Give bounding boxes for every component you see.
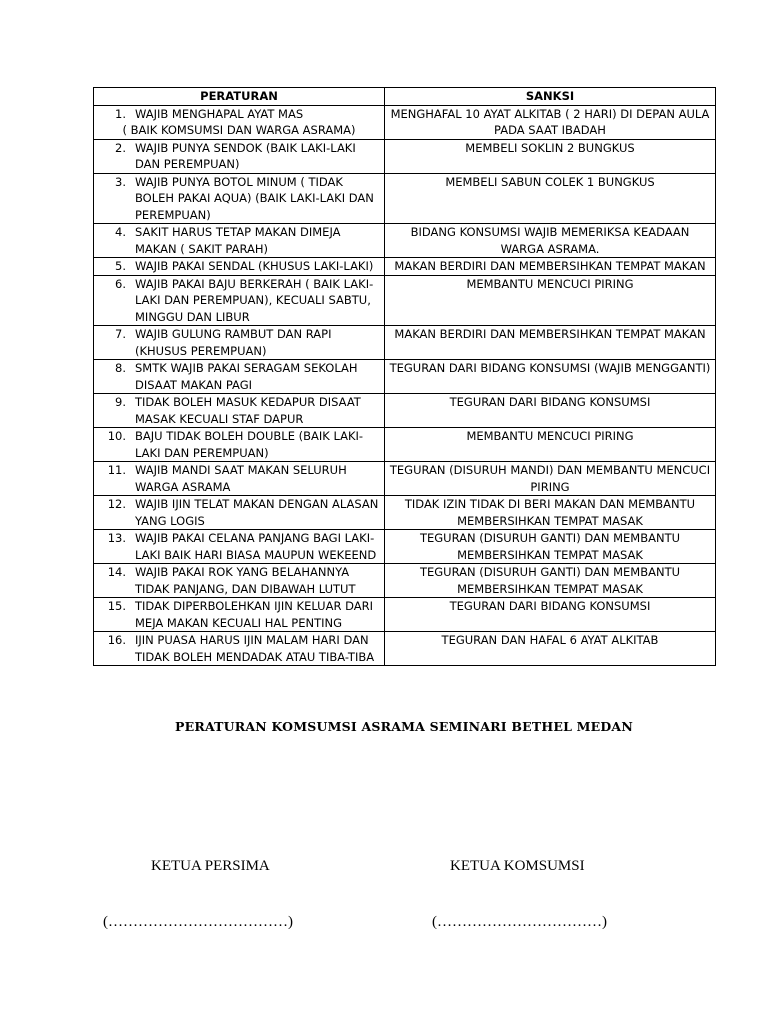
table-row [94,326,716,360]
header-sanksi: SANKSI [385,88,716,106]
table-row [94,598,716,632]
rule-text: WAJIB PUNYA SENDOK (BAIK LAKI-LAKI DAN PEREMPUAN) [135,140,356,171]
rule-text: TIDAK BOLEH MASUK KEDAPUR DISAAT MASAK KECUALI STAF DAPUR [135,395,361,426]
table-row [94,139,716,173]
rule-cell [94,360,385,394]
rule-cell [94,598,385,632]
sanction-cell: BIDANG KONSUMSI WAJIB MEMERIKSA KEADAAN WARGA ASRAMA. [385,224,716,258]
rule-number: 16. [107,633,126,647]
rule-cell [94,139,385,173]
sanction-cell: TEGURAN DAN HAFAL 6 AYAT ALKITAB [385,632,716,666]
rule-cell [94,428,385,462]
rule-cell [94,394,385,428]
rule-cell [94,258,385,276]
rule-cell [94,275,385,326]
rule-text: SAKIT HARUS TETAP MAKAN DIMEJA MAKAN ( SAKIT PARAH) [135,225,341,256]
sanction-cell: TEGURAN (DISURUH GANTI) DAN MEMBANTU MEMBERSIHKAN TEMPAT MASAK [385,530,716,564]
sanction-cell: TEGURAN (DISURUH GANTI) DAN MEMBANTU MEMBERSIHKAN TEMPAT MASAK [385,564,716,598]
rule-text-continued: ( BAIK KOMSUMSI DAN WARGA ASRAMA) [122,123,356,137]
rule-text: WAJIB MENGHAPAL AYAT MAS [135,106,304,121]
sanction-cell: TIDAK IZIN TIDAK DI BERI MAKAN DAN MEMBANTU MEMBERSIHKAN TEMPAT MASAK [385,496,716,530]
table-row [94,173,716,224]
rule-number: 10. [107,429,126,443]
table-row [94,258,716,276]
rule-number: 4. [115,225,126,239]
sanction-cell: MEMBELI SOKLIN 2 BUNGKUS [385,139,716,173]
rule-cell [94,462,385,496]
table-row [94,360,716,394]
rule-number: 12. [107,497,126,511]
sanction-cell: MEMBELI SABUN COLEK 1 BUNGKUS [385,173,716,224]
signature-title-left: KETUA PERSIMA [151,858,270,874]
rule-cell [94,105,385,139]
table-header-row [94,88,716,106]
sanction-cell: TEGURAN DARI BIDANG KONSUMSI [385,394,716,428]
signature-title-right: KETUA KOMSUMSI [450,858,585,874]
rule-cell [94,224,385,258]
table-row [94,632,716,666]
header-peraturan: PERATURAN [94,88,385,106]
rule-text: WAJIB PUNYA BOTOL MINUM ( TIDAK BOLEH PAKAI AQUA) (BAIK LAKI-LAKI DAN PEREMPUAN) [135,174,374,222]
rule-cell [94,632,385,666]
table-row [94,496,716,530]
sanction-cell: MEMBANTU MENCUCI PIRING [385,275,716,326]
sanction-cell: TEGURAN DARI BIDANG KONSUMSI [385,598,716,632]
table-row [94,530,716,564]
table-row [94,428,716,462]
rule-text: BAJU TIDAK BOLEH DOUBLE (BAIK LAKI-LAKI DAN PEREMPUAN) [135,429,364,460]
rule-number: 5. [115,259,126,273]
rule-number: 8. [115,361,126,375]
table-row [94,462,716,496]
rule-number: 9. [115,395,126,409]
rule-number: 14. [107,565,126,579]
rule-number: 7. [115,327,126,341]
sanction-cell: MEMBANTU MENCUCI PIRING [385,428,716,462]
rules-table [93,87,716,666]
rule-number: 15. [107,599,126,613]
rule-text: TIDAK DIPERBOLEHKAN IJIN KELUAR DARI MEJA MAKAN KECUALI HAL PENTING [135,599,374,630]
rule-cell [94,496,385,530]
signature-line-right: (……………………………) [432,914,607,930]
table-row [94,275,716,326]
sanction-cell: MAKAN BERDIRI DAN MEMBERSIHKAN TEMPAT MAKAN [385,326,716,360]
rule-cell [94,173,385,224]
rule-number: 1. [115,106,126,121]
table-row [94,224,716,258]
table-row [94,105,716,139]
table-row [94,394,716,428]
signature-line-left: (………………………………) [103,914,293,930]
rule-cell [94,530,385,564]
rule-text: WAJIB PAKAI BAJU BERKERAH ( BAIK LAKI-LAKI DAN PEREMPUAN), KECUALI SABTU, MINGGU DAN LIBUR [135,276,374,324]
rule-cell [94,326,385,360]
rule-number: 3. [115,174,126,189]
rule-number: 6. [115,276,126,291]
sanction-cell: TEGURAN (DISURUH MANDI) DAN MEMBANTU MENCUCI PIRING [385,462,716,496]
rule-text: WAJIB PAKAI SENDAL (KHUSUS LAKI-LAKI) [135,259,374,273]
rule-text: WAJIB MANDI SAAT MAKAN SELURUH WARGA ASRAMA [135,463,347,494]
sanction-cell: MENGHAFAL 10 AYAT ALKITAB ( 2 HARI) DI DEPAN AULA PADA SAAT IBADAH [385,105,716,139]
document-title: PERATURAN KOMSUMSI ASRAMA SEMINARI BETHEL MEDAN [175,719,633,734]
sanction-cell: TEGURAN DARI BIDANG KONSUMSI (WAJIB MENGGANTI) [385,360,716,394]
rule-text: WAJIB IJIN TELAT MAKAN DENGAN ALASAN YANG LOGIS [135,497,379,528]
table-row [94,564,716,598]
rule-text: SMTK WAJIB PAKAI SERAGAM SEKOLAH DISAAT MAKAN PAGI [135,361,358,392]
rule-number: 13. [107,531,126,545]
sanction-cell: MAKAN BERDIRI DAN MEMBERSIHKAN TEMPAT MAKAN [385,258,716,276]
rule-text: WAJIB GULUNG RAMBUT DAN RAPI (KHUSUS PEREMPUAN) [135,327,332,358]
rule-number: 11. [107,463,126,477]
rule-cell [94,564,385,598]
rule-text: IJIN PUASA HARUS IJIN MALAM HARI DAN TIDAK BOLEH MENDADAK ATAU TIBA-TIBA [135,633,375,664]
rule-number: 2. [115,140,126,155]
rule-text: WAJIB PAKAI ROK YANG BELAHANNYA TIDAK PANJANG, DAN DIBAWAH LUTUT [135,565,356,596]
rule-text: WAJIB PAKAI CELANA PANJANG BAGI LAKI-LAKI BAIK HARI BIASA MAUPUN WEKEEND [135,531,377,562]
